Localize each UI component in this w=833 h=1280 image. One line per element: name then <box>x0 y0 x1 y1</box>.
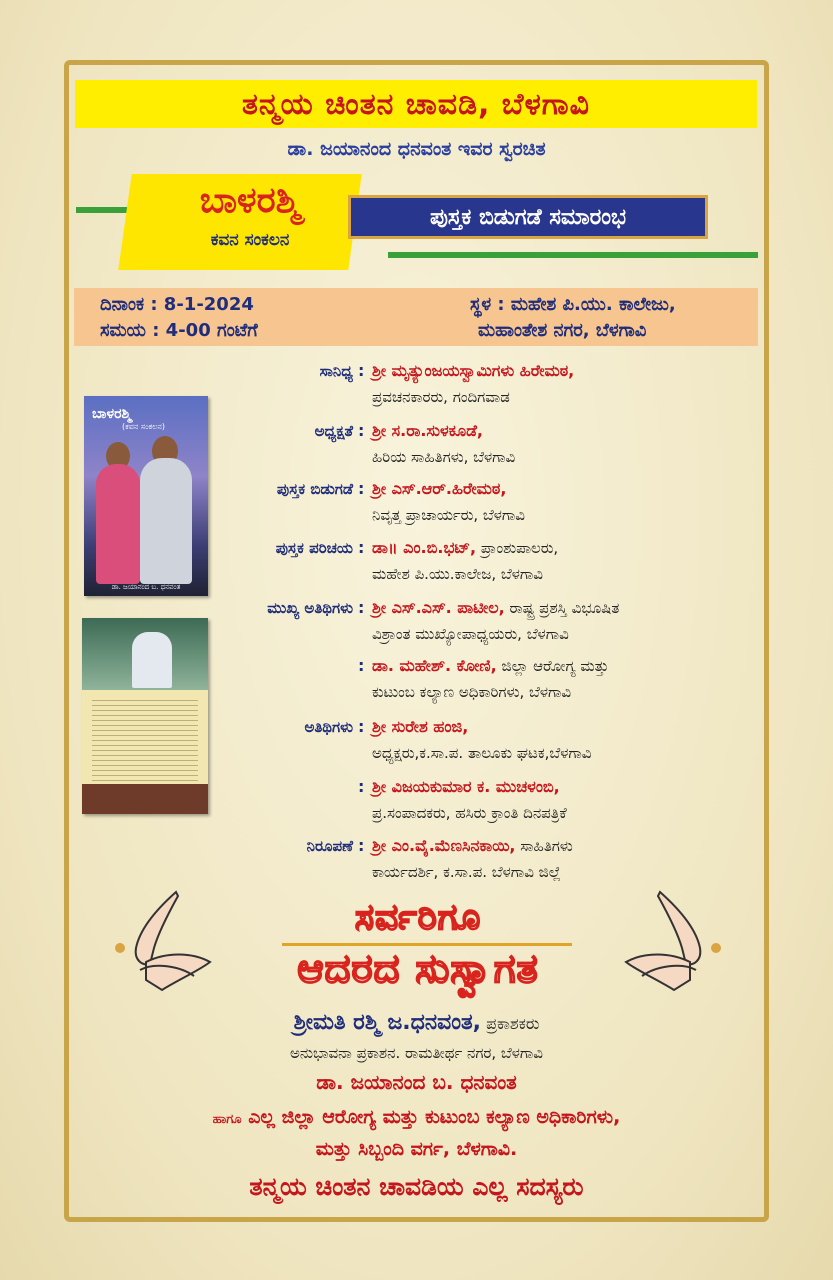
date-time-block <box>100 292 258 344</box>
program-person-name: ಡಾ॥ ಎಂ.ಬಿ.ಭಟ್, <box>372 538 477 557</box>
cover-title: ಬಾಳರಶ್ಮಿ <box>92 406 132 422</box>
cover-man-body <box>140 458 192 584</box>
program-person-title: ಪ್ರಾಂಶುಪಾಲರು, <box>476 539 559 557</box>
cover-woman-body <box>96 464 140 584</box>
program-person-title: ಜಿಲ್ಲಾ ಆರೋಗ್ಯ ಮತ್ತು <box>496 657 609 675</box>
program-role: ಪುಸ್ತಕ ಪರಿಚಯ <box>275 539 353 557</box>
program-colon: : <box>358 479 365 498</box>
program-person-title: ಸಾಹಿತಿಗಳು <box>515 837 573 855</box>
publisher-line <box>0 1010 833 1035</box>
program-person-name-line <box>372 361 574 381</box>
program-person-description: ಪ್ರ.ಸಂಪಾದಕರು, ಹಸಿರು ಕ್ರಾಂತಿ ದಿನಪತ್ರಿಕೆ <box>372 804 567 822</box>
venue-block <box>470 292 676 344</box>
organization-title: ತನ್ಮಯ ಚಿಂತನ ಚಾವಡಿ, ಬೆಳಗಾವಿ <box>242 86 590 122</box>
program-person-name-line <box>372 777 560 797</box>
program-colon: : <box>358 836 365 855</box>
host-author: ಡಾ. ಜಯಾನಂದ ಬ. ಧನವಂತ <box>316 1070 517 1094</box>
book-subtitle: ಕವನ ಸಂಕಲನ <box>210 230 290 250</box>
program-colon: : <box>358 717 365 736</box>
author-line: ಡಾ. ಜಯಾನಂದ ಧನವಂತ ಇವರ ಸ್ವರಚಿತ <box>287 138 546 160</box>
book-front-cover <box>84 396 208 596</box>
event-time: ಸಮಯ : 4-00 ಗಂಟೆಗೆ <box>100 320 258 341</box>
program-role: ಸಾನಿಧ್ಯ <box>319 362 353 380</box>
host-staff: ಮತ್ತು ಸಿಬ್ಬಂದಿ ವರ್ಗ, ಬೆಳಗಾವಿ. <box>315 1138 518 1160</box>
host-members: ತನ್ಮಯ ಚಿಂತನ ಚಾವಡಿಯ ಎಲ್ಲ ಸದಸ್ಯರು <box>249 1172 584 1201</box>
program-colon: : <box>358 538 365 557</box>
welcome-line-2: ಆದರದ ಸುಸ್ವಾಗತ <box>297 946 539 992</box>
program-person-description: ನಿವೃತ್ತ ಪ್ರಾಚಾರ್ಯರು, ಬೆಳಗಾವಿ <box>372 506 525 524</box>
program-person-name-line <box>372 479 506 499</box>
program-person-description: ಹಿರಿಯ ಸಾಹಿತಿಗಳು, ಬೆಳಗಾವಿ <box>372 448 516 466</box>
program-person-name: ಡಾ. ಮಹೇಶ್. ಕೋಣಿ, <box>372 656 497 675</box>
event-name: ಪುಸ್ತಕ ಬಿಡುಗಡೆ ಸಮಾರಂಭ <box>429 204 627 230</box>
program-person-description: ಕಾರ್ಯದರ್ಶಿ, ಕ.ಸಾ.ಪ. ಬೆಳಗಾವಿ ಜಿಲ್ಲೆ <box>372 863 561 881</box>
program-person-name: ಶ್ರೀ ಸುರೇಶ ಹಂಜಿ, <box>372 717 469 736</box>
back-cover-text-block <box>92 700 198 782</box>
publisher-org: ಅನುಭಾವನಾ ಪ್ರಕಾಶನ. ರಾಮತೀರ್ಥ ನಗರ, ಬೆಳಗಾವಿ <box>290 1044 543 1062</box>
host-officers: ಎಲ್ಲ ಜಿಲ್ಲಾ ಆರೋಗ್ಯ ಮತ್ತು ಕುಟುಂಬ ಕಲ್ಯಾಣ ಅಧಿಕಾರಿಗಳು, <box>241 1106 621 1128</box>
welcome-line-1: ಸರ್ವರಿಗೂ <box>354 897 482 938</box>
program-role: ಪುಸ್ತಕ ಬಿಡುಗಡೆ <box>276 480 353 498</box>
program-person-name: ಶ್ರೀ ಸ.ರಾ.ಸುಳಕೂಡೆ, <box>372 421 484 440</box>
program-person-name: ಶ್ರೀ ವಿಜಯಕುಮಾರ ಕ. ಮುಚಳಂಬಿ, <box>372 777 560 796</box>
green-divider-right <box>388 252 758 258</box>
host-and-word: ಹಾಗೂ <box>212 1112 242 1127</box>
program-role: ಅತಿಥಿಗಳು <box>304 718 353 736</box>
back-cover-author-photo <box>132 632 172 688</box>
organization-banner <box>75 80 757 128</box>
program-person-name-line <box>372 538 558 558</box>
venue-line-2: ಮಹಾಂತೇಶ ನಗರ, ಬೆಳಗಾವಿ <box>478 320 647 341</box>
program-person-description: ವಿಶ್ರಾಂತ ಮುಖ್ಯೋಪಾಧ್ಯಯರು, ಬೆಳಗಾವಿ <box>372 625 569 643</box>
program-colon: : <box>358 361 365 380</box>
program-person-name: ಶ್ರೀ ಎಸ್.ಆರ್.ಹಿರೇಮಠ, <box>372 479 507 498</box>
program-person-name-line <box>372 598 619 618</box>
program-person-description: ಪ್ರವಚನಕಾರರು, ಗಂದಿಗವಾಡ <box>372 388 510 406</box>
program-role: ಅಧ್ಯಕ್ಷತೆ <box>314 422 353 440</box>
program-person-name: ಶ್ರೀ ಎಸ್.ಎಸ್. ಪಾಟೀಲ, <box>372 598 505 617</box>
cover-author: ಡಾ. ಜಯಾನಂದ ಬ. ಧನವಂತ <box>111 583 181 591</box>
back-cover-footer <box>82 784 208 814</box>
program-person-description: ಮಹೇಶ ಪಿ.ಯು.ಕಾಲೇಜ, ಬೆಳಗಾವಿ <box>372 565 543 583</box>
program-person-title: ರಾಷ್ಟ್ರ ಪ್ರಶಸ್ತಿ ವಿಭೂಷಿತ <box>504 599 620 617</box>
publisher-role: ಪ್ರಕಾಶಕರು <box>481 1014 540 1033</box>
program-person-description: ಕುಟುಂಬ ಕಲ್ಯಾಣ ಅಧಿಕಾರಿಗಳು, ಬೆಳಗಾವಿ <box>372 683 572 701</box>
program-colon: : <box>358 656 365 675</box>
program-person-name: ಶ್ರೀ ಎಂ.ವೈ.ಮೆಣಸಿನಕಾಯಿ, <box>372 836 516 855</box>
program-colon: : <box>358 421 365 440</box>
namaste-hands-left-icon <box>106 888 216 998</box>
program-person-description: ಅಧ್ಯಕ್ಷರು,ಕ.ಸಾ.ಪ. ತಾಲೂಕು ಘಟಕ,ಬೆಳಗಾವಿ <box>372 744 592 762</box>
host-officers-line <box>0 1106 833 1128</box>
book-title: ಬಾಳರಶ್ಮಿ <box>199 180 301 221</box>
program-person-name: ಶ್ರೀ ಮೃತ್ಯುಂಜಯಸ್ವಾಮಿಗಳು ಹಿರೇಮಠ, <box>372 361 575 380</box>
event-date: ದಿನಾಂಕ : 8-1-2024 <box>100 294 254 315</box>
program-person-name-line <box>372 656 609 676</box>
program-person-name-line <box>372 717 468 737</box>
program-person-name-line <box>372 421 483 441</box>
program-colon: : <box>358 777 365 796</box>
publisher-name: ಶ್ರೀಮತಿ ರಶ್ಮಿ ಜ.ಧನವಂತ, <box>293 1010 481 1035</box>
program-colon: : <box>358 598 365 617</box>
book-back-cover <box>82 618 208 814</box>
program-role: ಮುಖ್ಯ ಅತಿಥಿಗಳು <box>267 599 353 617</box>
event-name-box <box>348 195 708 239</box>
cover-subtitle: (ಕವನ ಸಂಕಲನ) <box>122 422 165 431</box>
program-role: ನಿರೂಪಣೆ <box>306 837 353 855</box>
venue-line-1: ಸ್ಥಳ : ಮಹೇಶ ಪಿ.ಯು. ಕಾಲೇಜು, <box>470 294 676 315</box>
program-person-name-line <box>372 836 573 856</box>
namaste-hands-right-icon <box>620 888 730 998</box>
